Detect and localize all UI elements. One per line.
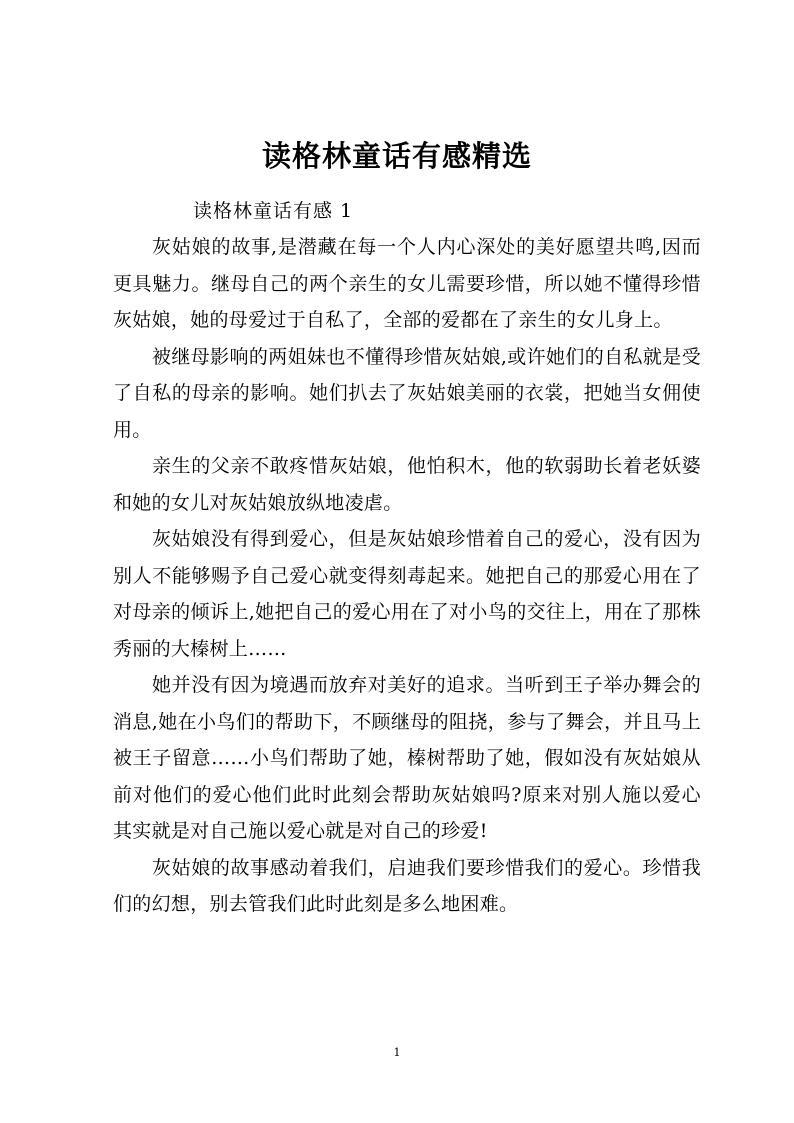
document-title: 读格林童话有感精选 (261, 139, 532, 173)
page-number: 1 (393, 1046, 401, 1059)
paragraph-2: 被继母影响的两姐妹也不懂得珍惜灰姑娘,或许她们的自私就是受了自私的母亲的影响。她们扒去了灰姑娘美丽的衣裳，把她当女佣使用。 (113, 345, 701, 441)
section-heading: 读格林童话有感 1 (193, 200, 354, 222)
paragraph-6: 灰姑娘的故事感动着我们，启迪我们要珍惜我们的爱心。珍惜我们的幻想，别去管我们此时此刻是多么地困难。 (113, 856, 701, 915)
paragraph-3: 亲生的父亲不敢疼惜灰姑娘，他怕积木，他的软弱助长着老妖婆和她的女儿对灰姑娘放纵地凌虐。 (113, 455, 701, 514)
document-body (113, 193, 701, 923)
paragraph-1: 灰姑娘的故事,是潜藏在每一个人内心深处的美好愿望共鸣,因而更具魅力。继母自己的两个亲生的女儿需要珍惜，所以她不懂得珍惜灰姑娘，她的母爱过于自私了，全部的爱都在了亲生的女儿身上。 (113, 236, 701, 331)
paragraph-5: 她并没有因为境遇而放弃对美好的追求。当听到王子举办舞会的消息,她在小鸟们的帮助下，不顾继母的阻挠，参与了舞会，并且马上被王子留意……小鸟们帮助了她，榛树帮助了她，假如没有灰姑娘从前对他们的爱心他们此时此刻会帮助灰姑娘吗?原来对别人施以爱心其实就是对自己施以爱心就是对自己的珍爱! (113, 674, 701, 842)
paragraph-4: 灰姑娘没有得到爱心，但是灰姑娘珍惜着自己的爱心，没有因为别人不能够赐予自己爱心就变得刻毒起来。她把自己的那爱心用在了对母亲的倾诉上,她把自己的爱心用在了对小鸟的交往上，用在了那株秀丽的大榛树上…… (113, 528, 701, 660)
